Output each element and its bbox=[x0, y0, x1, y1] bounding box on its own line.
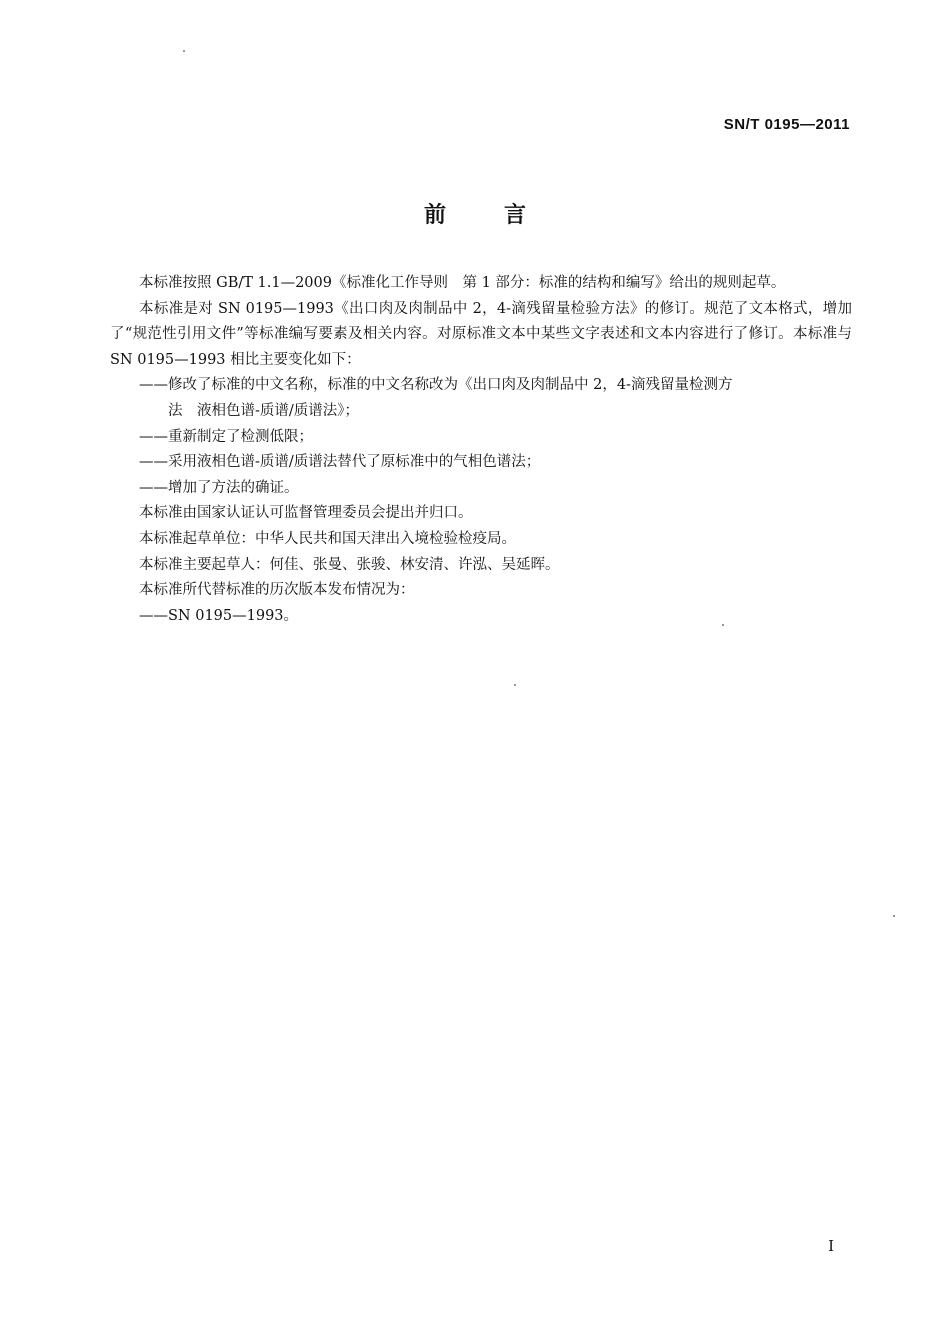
paragraph-drafting-unit: 本标准起草单位：中华人民共和国天津出入境检验检疫局。 bbox=[139, 530, 516, 547]
foreword-body bbox=[110, 271, 852, 629]
scan-speck bbox=[514, 684, 516, 686]
page-title: 前言 bbox=[423, 203, 584, 228]
change-item-name: ——修改了标准的中文名称，标准的中文名称改为《出口肉及肉制品中 2，4-滴残留量检测方 bbox=[139, 377, 733, 394]
history-item: ——SN 0195—1993。 bbox=[139, 607, 299, 624]
scan-speck bbox=[722, 624, 724, 626]
paragraph-history-intro: 本标准所代替标准的历次版本发布情况为： bbox=[139, 582, 415, 599]
scan-speck bbox=[183, 50, 185, 52]
change-item-name-continuation: 法 液相色谱-质谱/质谱法》； bbox=[168, 402, 360, 419]
standard-code: SN/T 0195—2011 bbox=[723, 116, 850, 133]
paragraph-drafters: 本标准主要起草人：何佳、张曼、张骏、林安清、许泓、吴延晖。 bbox=[139, 556, 560, 573]
paragraph-drafting-rules: 本标准按照 GB/T 1.1—2009《标准化工作导则 第 1 部分：标准的结构和编写》给出的规则起草。 bbox=[139, 275, 786, 291]
paragraph-revision-summary: 本标准是对 SN 0195—1993《出口肉及肉制品中 2，4-滴残留量检验方法》的修订。规范了文本格式，增加了“规范性引用文件”等标准编写要素及相关内容。对原标准文本中某些文字表述和文本内容进行了修订。本标准与 SN 0195—1993 相比主要变化如下： bbox=[110, 300, 852, 368]
scan-speck bbox=[893, 915, 895, 917]
change-item-confirmation: ——增加了方法的确证。 bbox=[139, 479, 299, 496]
page-number: I bbox=[828, 1237, 834, 1255]
paragraph-proposer: 本标准由国家认证认可监督管理委员会提出并归口。 bbox=[139, 505, 473, 522]
change-item-method: ——采用液相色谱-质谱/质谱法替代了原标准中的气相色谱法； bbox=[139, 454, 541, 471]
change-item-detection-limit: ——重新制定了检测低限； bbox=[139, 428, 313, 445]
